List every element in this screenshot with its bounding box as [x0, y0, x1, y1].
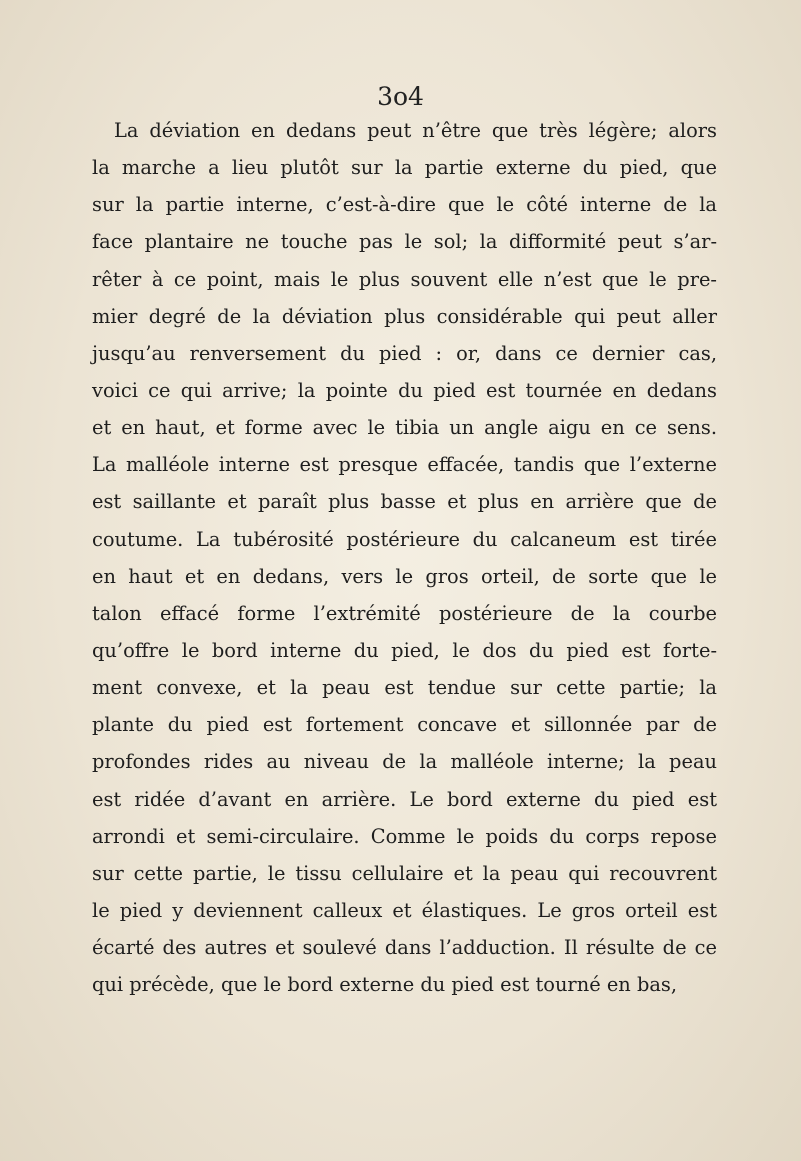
text-line: voici ce qui arrive; la pointe du pied est tournée en dedans	[92, 378, 717, 402]
text-line: La malléole interne est presque effacée, tandis que l’externe	[92, 453, 717, 477]
page-number: 3o4	[377, 82, 424, 111]
text-line: est saillante et paraît plus basse et plus en arrière que de	[92, 490, 717, 514]
text-line: arrondi et semi-circulaire. Comme le poids du corps repose	[92, 824, 717, 848]
text-line: plante du pied est fortement concave et sillonnée par de	[92, 713, 717, 737]
text-line: mier degré de la déviation plus considérable qui peut aller	[92, 304, 717, 328]
text-line: est ridée d’avant en arrière. Le bord externe du pied est	[92, 787, 717, 811]
text-line: la marche a lieu plutôt sur la partie externe du pied, que	[92, 156, 717, 180]
text-line: le pied y deviennent calleux et élastiques. Le gros orteil est	[92, 898, 717, 922]
text-line: sur la partie interne, c’est-à-dire que le côté interne de la	[92, 193, 717, 217]
text-line: face plantaire ne touche pas le sol; la difformité peut s’ar-	[92, 230, 717, 254]
text-line: talon effacé forme l’extrémité postérieure de la courbe	[92, 601, 717, 625]
text-line: en haut et en dedans, vers le gros orteil, de sorte que le	[92, 564, 717, 588]
text-line: et en haut, et forme avec le tibia un angle aigu en ce sens.	[92, 416, 717, 440]
text-line: profondes rides au niveau de la malléole interne; la peau	[92, 750, 717, 774]
text-line: coutume. La tubérosité postérieure du calcaneum est tirée	[92, 527, 717, 551]
text-line: ment convexe, et la peau est tendue sur cette partie; la	[92, 676, 717, 700]
text-line: écarté des autres et soulevé dans l’adduction. Il résulte de ce	[92, 936, 717, 960]
text-line: sur cette partie, le tissu cellulaire et la peau qui recouvrent	[92, 861, 717, 885]
text-line: qu’offre le bord interne du pied, le dos du pied est forte-	[92, 638, 717, 662]
text-line: La déviation en dedans peut n’être que très légère; alors	[114, 119, 717, 142]
text-line: rêter à ce point, mais le plus souvent elle n’est que le pre-	[92, 267, 717, 291]
text-line: jusqu’au renversement du pied : or, dans ce dernier cas,	[92, 341, 717, 365]
body-paragraph	[92, 112, 717, 1003]
text-line: qui précède, que le bord externe du pied est tourné en bas,	[92, 973, 678, 997]
